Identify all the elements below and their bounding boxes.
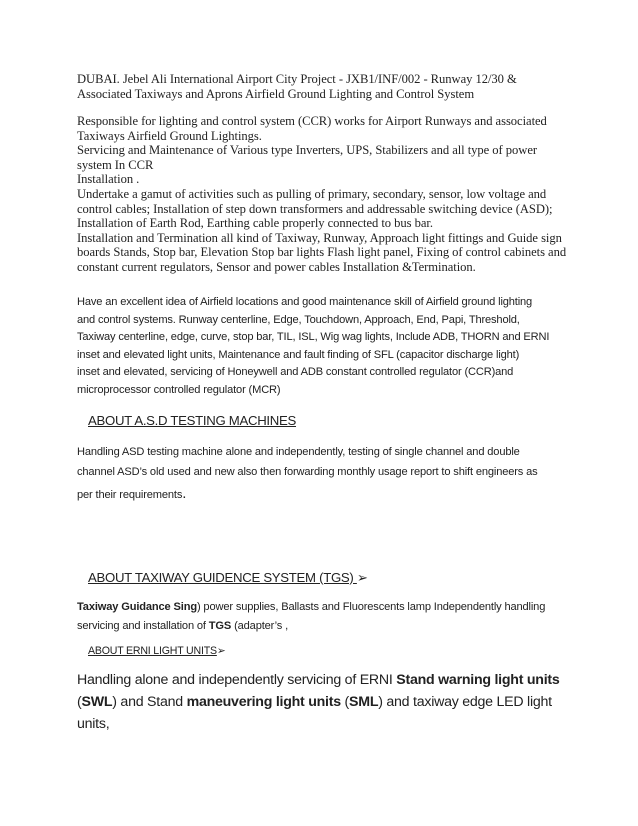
knowledge-line: Have an excellent idea of Airfield locations and good maintenance skill of Airfield ground lighting — [77, 296, 533, 308]
tgs-paragraph — [77, 598, 577, 636]
tgs-bold-term: TGS — [208, 620, 232, 632]
knowledge-line: inset and elevated, servicing of Honeywell and ADB constant controlled regulator (CCR)and — [77, 366, 514, 379]
erni-text: ) and Stand — [112, 694, 187, 710]
tgs-heading-text: ABOUT TAXIWAY GUIDENCE SYSTEM (TGS) — [88, 570, 357, 585]
project-line: DUBAI. Jebel Ali International Airport City Project - JXB1/INF/002 - Runway 12/30 & — [77, 72, 517, 86]
arrow-icon: ➢ — [356, 570, 368, 585]
erni-line — [77, 691, 577, 735]
duty-line: Installation . — [77, 172, 140, 187]
duty-line: Installation and Termination all kind of Taxiway, Runway, Approach light fittings and Guide sign — [77, 230, 562, 245]
duty-line: Taxiways Airfield Ground Lightings. — [77, 128, 262, 143]
asd-heading: ABOUT A.S.D TESTING MACHINES — [88, 413, 297, 428]
project-title — [77, 72, 577, 101]
knowledge-line: inset and elevated light units, Maintenance and fault finding of SFL (capacitor discharge light) — [77, 348, 520, 361]
asd-last-text: per their requirements — [77, 489, 183, 501]
duty-line: Installation of Earth Rod, Earthing cable properly connected to bus bar. — [77, 216, 433, 231]
erni-paren: ( — [340, 694, 350, 710]
duties-block — [77, 114, 577, 275]
erni-bold-sml-term: maneuvering light units — [186, 694, 341, 710]
erni-paren: ( — [77, 694, 82, 710]
duty-line: boards Stands, Stop bar, Elevation Stop bar lights Flash light panel, Fixing of control cabinets and — [77, 245, 567, 260]
tgs-line-pre: servicing and installation of — [77, 620, 209, 632]
asd-paragraph — [77, 442, 577, 505]
arrow-icon: ➢ — [216, 645, 226, 657]
asd-line: Handling ASD testing machine alone and independently, testing of single channel and double — [77, 446, 520, 458]
duty-line: Undertake a gamut of activities such as pulling of primary, secondary, sensor, low voltage and — [77, 186, 547, 201]
knowledge-line: and control systems. Runway centerline, Edge, Touchdown, Approach, End, Papi, Threshold, — [77, 313, 520, 326]
tgs-heading — [88, 570, 368, 586]
tgs-bold-lead: Taxiway Guidance Sing — [77, 601, 197, 613]
asd-period: . — [182, 485, 187, 502]
erni-heading-text: ABOUT ERNI LIGHT UNITS — [88, 645, 217, 657]
erni-bold-sml: SML — [349, 694, 379, 710]
erni-heading — [88, 645, 226, 657]
erni-line-pre: Handling alone and independently servicing of ERNI — [77, 672, 397, 688]
duty-line: system In CCR — [77, 157, 154, 172]
asd-line: channel ASD’s old used and new also then forwarding monthly usage report to shift engineers as — [77, 466, 538, 478]
erni-text: ) and taxiway edge LED light units, — [77, 694, 552, 732]
erni-line — [77, 669, 577, 691]
tgs-line — [77, 617, 577, 636]
knowledge-paragraph — [77, 294, 577, 400]
tgs-line — [77, 598, 577, 617]
tgs-line-rest: ) power supplies, Ballasts and Fluorescents lamp Independently handling — [196, 601, 546, 613]
knowledge-line: microprocessor controlled regulator (MCR) — [77, 383, 281, 396]
duty-line: constant current regulators, Sensor and power cables Installation &Termination. — [77, 259, 476, 274]
tgs-line-post: (adapter’s , — [231, 620, 288, 632]
erni-bold-swl: SWL — [81, 694, 113, 710]
duty-line: Responsible for lighting and control system (CCR) works for Airport Runways and associated — [77, 114, 547, 128]
duty-line: Servicing and Maintenance of Various type Inverters, UPS, Stabilizers and all type of power — [77, 143, 538, 158]
asd-line — [77, 484, 577, 505]
erni-paragraph — [77, 669, 577, 735]
erni-bold-swl-term: Stand warning light units — [396, 672, 560, 688]
duty-line: control cables; Installation of step down transformers and addressable switching device (ASD); — [77, 201, 553, 216]
project-line: Associated Taxiways and Aprons Airfield Ground Lighting and Control System — [77, 86, 475, 101]
knowledge-line: Taxiway centerline, edge, curve, stop bar, TIL, ISL, Wig wag lights, Include ADB, THORN and ERNI — [77, 331, 550, 344]
